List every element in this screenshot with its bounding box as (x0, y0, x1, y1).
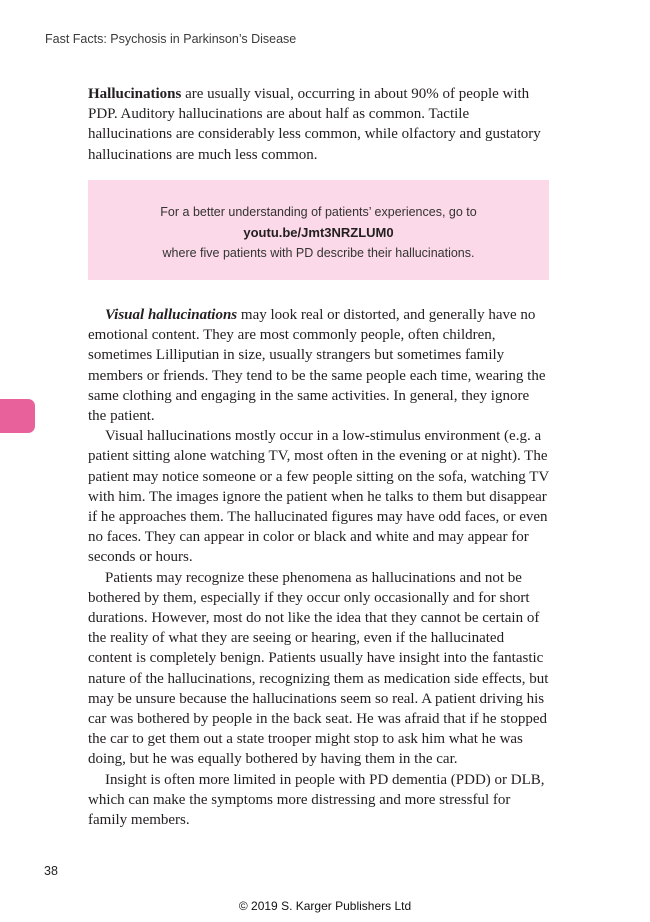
video-callout-box (88, 180, 549, 280)
callout-line-3: where five patients with PD describe their hallucinations. (162, 246, 475, 260)
intro-text: are usually visual, occurring in about 90% of people with PDP. Auditory hallucinations are about half as common. Tactile hallucinations are considerably less common, while olfactory and gustatory hallucinations are much less common. (88, 86, 541, 163)
intro-paragraph (88, 84, 550, 165)
paragraph-3: Patients may recognize these phenomena as hallucinations and not be bothered by them, especially if they occur only occasionally and for short durations. However, most do not like the idea that they cannot be certain of the reality of what they are seeing or hearing, even if the hallucinated content is completely benign. Patients usually have insight into the fantastic nature of the hallucinations, recognizing them as medication side effects, but may be unsure because the hallucinations seem so real. A patient driving his car was bothered by people in the back seat. He was afraid that if he stopped the car to get them out a state trooper might stop to ask him what he was doing, but he was equally bothered by having them in the car. (88, 569, 549, 768)
visual-hallucinations-term: Visual hallucinations (105, 307, 238, 323)
paragraph-1-text: may look real or distorted, and generally have no emotional content. They are most commonly people, often children, sometimes Lilliputian in size, usually strangers but sometimes family members or friends. They tend to be the same people each time, wearing the same clothing and engaging in the same activities. In general, they ignore the patient. (88, 307, 546, 425)
running-header-title: Fast Facts: Psychosis in Parkinson’s Disease (45, 32, 297, 46)
paragraph-visual-hallucinations (88, 305, 550, 426)
paragraph-2: Visual hallucinations mostly occur in a low-stimulus environment (e.g. a patient sitting alone watching TV, most often in the evening or at night). The patient may notice someone or a few people sitting on the sofa, watching TV with him. The images ignore the patient when he talks to them but disappear if he approaches them. The hallucinated figures may have odd faces, or even no faces. They can appear in color or black and white and may appear for seconds or hours. (88, 428, 549, 566)
paragraph-4: Insight is often more limited in people with PD dementia (PDD) or DLB, which can make the symptoms more distressing and more stressful for family members. (88, 771, 545, 829)
callout-line-1: For a better understanding of patients’ experiences, go to (160, 205, 477, 219)
chapter-thumb-tab (0, 399, 35, 433)
page-number: 38 (44, 864, 58, 878)
intro-term: Hallucinations (88, 86, 182, 102)
callout-video-link[interactable]: youtu.be/Jmt3NRZLUM0 (243, 224, 394, 240)
copyright-notice: © 2019 S. Karger Publishers Ltd (238, 899, 412, 913)
main-text-block (88, 305, 550, 830)
